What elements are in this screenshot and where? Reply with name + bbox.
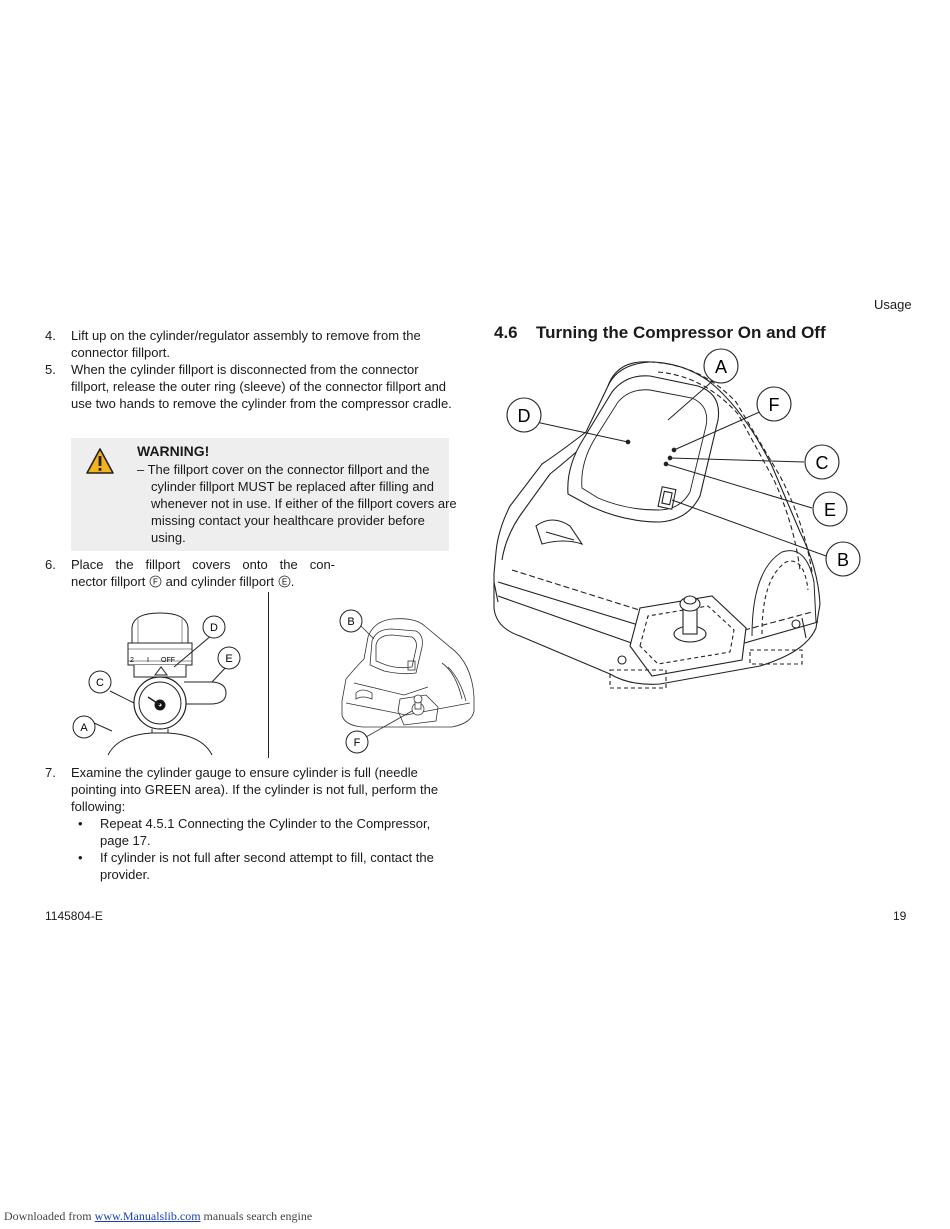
callout-letter: B — [347, 616, 355, 628]
callout-letter: E — [225, 653, 233, 665]
dial-label-1: I — [147, 657, 149, 664]
callout-letter: B — [836, 550, 850, 570]
callout-a — [73, 716, 95, 738]
bullet-dot: • — [78, 850, 83, 865]
section-heading — [494, 323, 826, 343]
list-item — [78, 849, 448, 883]
step-text: When the cylinder fillport is disconnected from the connector fillport, release the outer ring (sleeve) of the connector fillport and use two hands to remove the cylinder from the compressor cradle. — [71, 362, 452, 411]
callout-e — [813, 492, 847, 526]
document-id: 1145804-E — [45, 909, 103, 923]
callout-f — [346, 731, 368, 753]
callout-e — [218, 647, 240, 669]
cylinder-regulator-figure — [62, 605, 262, 757]
running-header: Usage — [874, 297, 912, 312]
callout-letter: A — [80, 722, 88, 734]
bullet-list — [78, 815, 448, 883]
download-suffix: manuals search engine — [203, 1209, 313, 1223]
step-6 — [45, 556, 335, 590]
manualslib-link[interactable]: www.Manualslib.com — [94, 1209, 201, 1223]
step-text-line-1: Place the fillport covers onto the con- — [71, 557, 335, 572]
step-text: Examine the cylinder gauge to ensure cylinder is full (needle pointing into GREEN area). If the cylinder is not full, perform the following: — [71, 765, 439, 814]
callout-d — [203, 616, 225, 638]
step-number: 4. — [45, 328, 56, 343]
warning-triangle-icon — [85, 447, 115, 475]
compressor-large-figure — [490, 346, 870, 716]
bullet-dot: • — [78, 816, 83, 831]
compressor-small-figure — [332, 603, 480, 759]
callout-letter: E — [823, 500, 837, 520]
circled-e-marker — [278, 575, 291, 588]
callout-letter: C — [96, 677, 104, 689]
callout-b — [826, 542, 860, 576]
warning-text: – The fillport cover on the connector fillport and the cylinder fillport MUST be replaced after filling and whenever not in use. If either of the fillport covers are missing contact your healthcare provider before using. — [137, 462, 457, 545]
warning-title: WARNING! — [137, 443, 210, 459]
step-text: Lift up on the cylinder/regulator assembly to remove from the connector fillport. — [71, 328, 421, 360]
callout-letter: A — [714, 357, 728, 377]
callout-f — [757, 387, 791, 421]
download-notice — [4, 1209, 312, 1224]
callout-a — [704, 349, 738, 383]
step-number: 6. — [45, 557, 56, 572]
step-number: 7. — [45, 765, 56, 780]
section-title-text: Turning the Compressor On and Off — [536, 323, 826, 342]
step-text-line-2b: and cylinder fillport — [165, 574, 275, 589]
figure-divider — [268, 592, 269, 758]
callout-d — [507, 398, 541, 432]
dial-label-off: OFF — [161, 657, 175, 664]
callout-c — [89, 671, 111, 693]
download-prefix: Downloaded from — [4, 1209, 92, 1223]
marker-letter: E — [281, 577, 287, 587]
warning-box — [71, 438, 457, 551]
page-number: 19 — [893, 909, 907, 923]
circled-f-marker — [149, 575, 162, 588]
callout-letter: F — [353, 737, 361, 749]
list-item — [78, 815, 448, 849]
marker-letter: F — [153, 577, 158, 587]
section-number: 4.6 — [494, 323, 518, 342]
callout-letter: F — [768, 395, 780, 415]
bullet-text: If cylinder is not full after second attempt to fill, contact the provider. — [100, 850, 434, 882]
step-7 — [45, 764, 455, 815]
step-text-end: . — [290, 574, 295, 589]
step-4 — [45, 327, 455, 361]
callout-letter: D — [210, 622, 218, 634]
step-5 — [45, 361, 455, 412]
callout-b — [340, 610, 362, 632]
callout-letter: C — [815, 453, 829, 473]
step-number: 5. — [45, 362, 56, 377]
bullet-text: Repeat 4.5.1 Connecting the Cylinder to the Compressor, page 17. — [100, 816, 431, 848]
step-text-line-2: nector fillport — [71, 574, 146, 589]
callout-c — [805, 445, 839, 479]
callout-letter: D — [517, 406, 531, 426]
dial-label-2: 2 — [130, 657, 134, 664]
